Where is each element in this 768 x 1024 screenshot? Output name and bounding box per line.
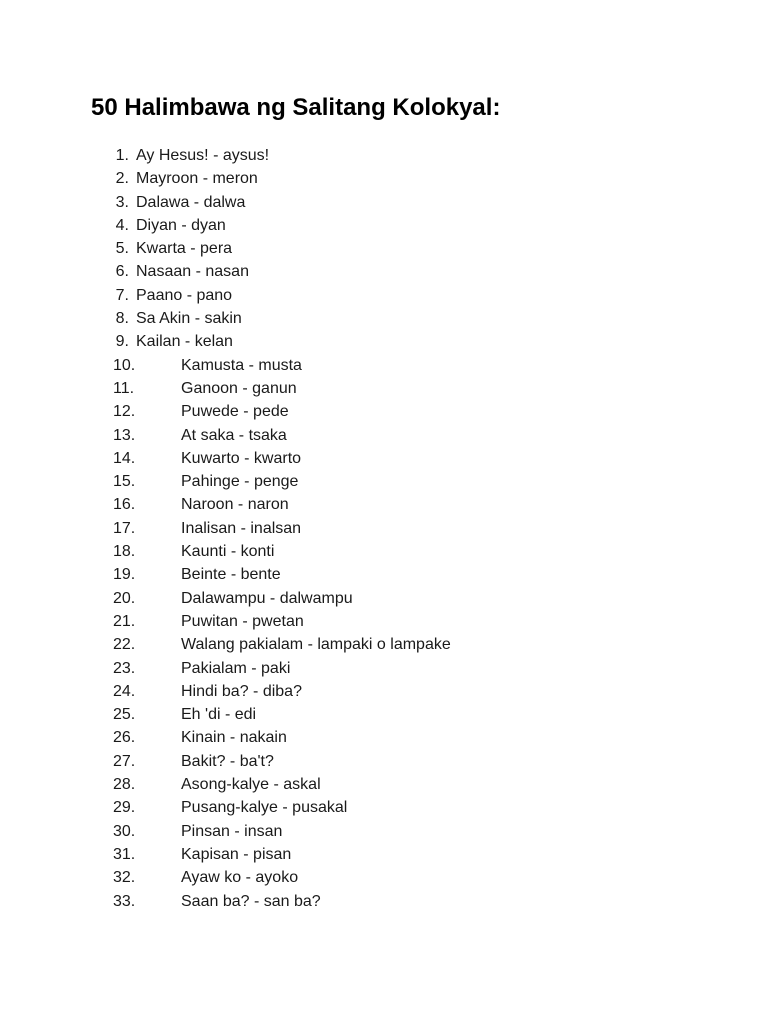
item-number: 15. bbox=[113, 473, 136, 491]
item-number: 32. bbox=[113, 869, 136, 887]
item-number: 19. bbox=[113, 566, 136, 584]
item-text: Nasaan - nasan bbox=[136, 263, 249, 281]
item-number: 28. bbox=[113, 776, 136, 794]
list-item bbox=[0, 610, 768, 633]
item-text: Kinain - nakain bbox=[181, 729, 287, 747]
list-item bbox=[0, 167, 768, 190]
list-item bbox=[0, 726, 768, 749]
list-item bbox=[0, 354, 768, 377]
item-text: Kuwarto - kwarto bbox=[181, 449, 302, 467]
item-number: 18. bbox=[113, 543, 136, 561]
item-number: 5. bbox=[115, 240, 129, 258]
list-item bbox=[0, 191, 768, 214]
list-item bbox=[0, 680, 768, 703]
list-item bbox=[0, 703, 768, 726]
item-text: Puwede - pede bbox=[181, 403, 289, 421]
item-text: Kamusta - musta bbox=[181, 356, 302, 374]
list-item bbox=[0, 424, 768, 447]
item-text: Dalawa - dalwa bbox=[136, 193, 246, 211]
list-item bbox=[0, 750, 768, 773]
item-number: 9. bbox=[115, 333, 129, 351]
item-text: Pusang-kalye - pusakal bbox=[181, 799, 348, 817]
item-text: Pahinge - penge bbox=[181, 473, 299, 491]
item-text: Kwarta - pera bbox=[136, 240, 233, 258]
item-text: Puwitan - pwetan bbox=[181, 612, 304, 630]
item-text: Pinsan - insan bbox=[181, 822, 283, 840]
item-number: 10. bbox=[113, 356, 136, 374]
list-item bbox=[0, 890, 768, 913]
item-text: Pakialam - paki bbox=[181, 659, 291, 677]
list-item bbox=[0, 796, 768, 819]
list-item bbox=[0, 517, 768, 540]
item-text: Diyan - dyan bbox=[136, 216, 226, 234]
item-text: Ayaw ko - ayoko bbox=[181, 869, 299, 887]
list-item bbox=[0, 587, 768, 610]
item-number: 3. bbox=[115, 193, 129, 211]
item-number: 6. bbox=[115, 263, 129, 281]
item-text: Sa Akin - sakin bbox=[136, 310, 242, 328]
list-item bbox=[0, 820, 768, 843]
item-text: Paano - pano bbox=[136, 286, 233, 304]
list-item bbox=[0, 447, 768, 470]
list-item bbox=[0, 400, 768, 423]
item-number: 25. bbox=[113, 706, 136, 724]
item-number: 24. bbox=[113, 682, 136, 700]
item-number: 29. bbox=[113, 799, 136, 817]
item-number: 12. bbox=[113, 403, 136, 421]
item-number: 13. bbox=[113, 426, 136, 444]
item-number: 26. bbox=[113, 729, 136, 747]
list-item bbox=[0, 330, 768, 353]
list-item bbox=[0, 470, 768, 493]
list-item bbox=[0, 843, 768, 866]
item-number: 27. bbox=[113, 752, 136, 770]
list-item bbox=[0, 284, 768, 307]
list-item bbox=[0, 260, 768, 283]
item-text: Walang pakialam - lampaki o lampake bbox=[181, 636, 451, 654]
item-text: Ay Hesus! - aysus! bbox=[136, 147, 270, 164]
item-number: 22. bbox=[113, 636, 136, 654]
item-text: Bakit? - ba't? bbox=[181, 752, 274, 770]
item-text: Eh 'di - edi bbox=[181, 706, 257, 724]
item-number: 11. bbox=[113, 379, 135, 397]
list-item bbox=[0, 493, 768, 516]
list-item bbox=[0, 307, 768, 330]
item-text: Asong-kalye - askal bbox=[181, 776, 321, 794]
item-number: 30. bbox=[113, 822, 136, 840]
item-number: 1. bbox=[115, 147, 129, 164]
item-number: 2. bbox=[115, 170, 129, 188]
item-text: Kailan - kelan bbox=[136, 333, 233, 351]
item-text: Beinte - bente bbox=[181, 566, 281, 584]
list-item bbox=[0, 144, 768, 167]
list-item bbox=[0, 633, 768, 656]
item-text: Inalisan - inalsan bbox=[181, 519, 302, 537]
item-text: Ganoon - ganun bbox=[181, 379, 297, 397]
list-item bbox=[0, 214, 768, 237]
item-text: At saka - tsaka bbox=[181, 426, 287, 444]
item-number: 16. bbox=[113, 496, 136, 514]
list-item bbox=[0, 773, 768, 796]
item-number: 7. bbox=[115, 286, 129, 304]
item-number: 33. bbox=[113, 892, 136, 910]
list-item bbox=[0, 237, 768, 260]
list-item bbox=[0, 657, 768, 680]
item-number: 31. bbox=[113, 845, 136, 863]
colloquial-word-list bbox=[0, 144, 768, 913]
list-item bbox=[0, 563, 768, 586]
item-text: Dalawampu - dalwampu bbox=[181, 589, 353, 607]
list-item bbox=[0, 866, 768, 889]
item-text: Hindi ba? - diba? bbox=[181, 682, 302, 700]
item-number: 8. bbox=[115, 310, 129, 328]
item-text: Naroon - naron bbox=[181, 496, 289, 514]
item-text: Saan ba? - san ba? bbox=[181, 892, 321, 910]
item-number: 17. bbox=[113, 519, 136, 537]
item-number: 20. bbox=[113, 589, 136, 607]
document-title: 50 Halimbawa ng Salitang Kolokyal: bbox=[91, 94, 501, 121]
item-text: Kapisan - pisan bbox=[181, 845, 292, 863]
item-text: Kaunti - konti bbox=[181, 543, 275, 561]
item-number: 14. bbox=[113, 449, 136, 467]
list-item bbox=[0, 377, 768, 400]
item-text: Mayroon - meron bbox=[136, 170, 258, 188]
item-number: 21. bbox=[113, 612, 136, 630]
item-number: 23. bbox=[113, 659, 136, 677]
list-item bbox=[0, 540, 768, 563]
item-number: 4. bbox=[115, 216, 129, 234]
